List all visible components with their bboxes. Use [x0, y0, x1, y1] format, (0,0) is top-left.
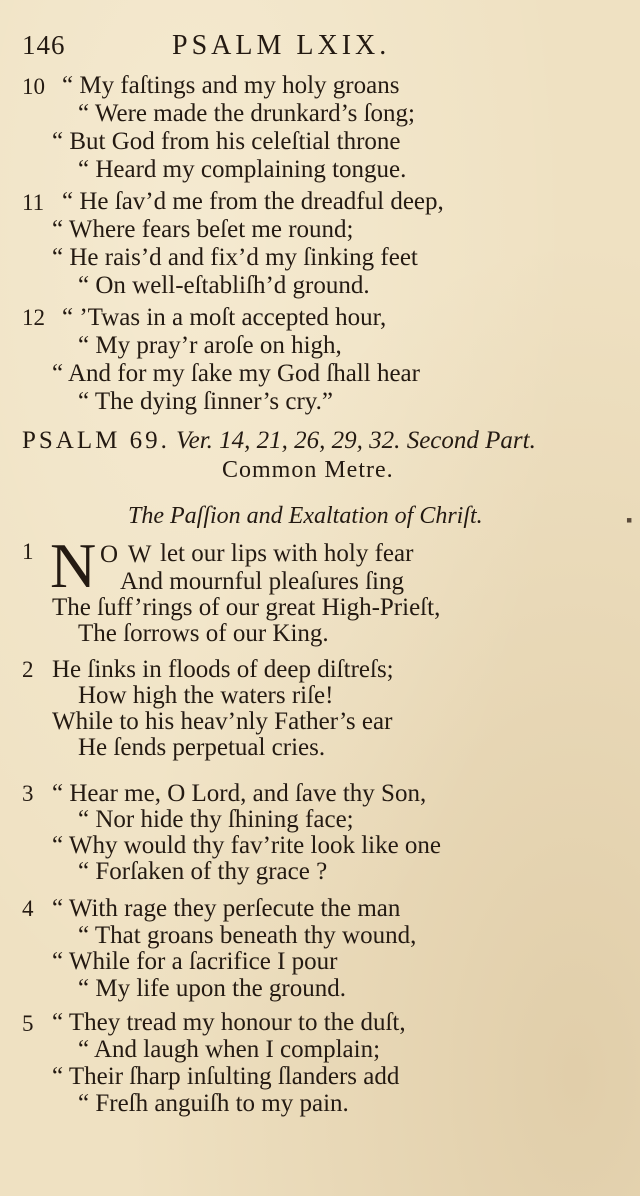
drop-cap: N [50, 530, 97, 601]
stanza-number: 3 [22, 781, 34, 806]
margin-mark: ▪ [626, 510, 633, 530]
verse-line: “ With rage they perſecute the man [52, 895, 401, 922]
verse-line: “ And for my ſake my God ſhall hear [52, 360, 420, 387]
verse-line: “ While for a ſacrifice I pour [52, 948, 338, 975]
verse-line: “ My pray’r aroſe on high, [78, 332, 342, 359]
verse-line: “ ’Twas in a moſt accepted hour, [62, 304, 387, 331]
verse-line: “ Hear me, O Lord, and ſave thy Son, [52, 780, 427, 807]
verse-line: “ That groans beneath thy wound, [78, 922, 417, 949]
verse-line: “ They tread my honour to the duſt, [52, 1009, 406, 1036]
verse-line: “ He ſav’d me from the dreadful deep, [62, 188, 444, 215]
verse-line: “ Heard my complaining tongue. [78, 156, 407, 183]
verse-line: “ Nor hide thy ſhining face; [78, 806, 354, 833]
section-heading [22, 427, 612, 455]
verse-line: “ The dying ſinner’s cry.” [78, 388, 334, 415]
metre-label: Common Metre. [222, 457, 394, 483]
verse-references: Ver. 14, 21, 26, 29, 32. [176, 427, 401, 454]
verse-line: The ſorrows of our King. [78, 620, 329, 647]
running-head: PSALM LXIX. [172, 30, 391, 61]
verse-line: “ But God from his celeſtial throne [52, 128, 401, 155]
verse-line: “ Forſaken of thy grace ? [78, 858, 328, 885]
verse-line: While to his heav’nly Father’s ear [52, 708, 393, 735]
stanza-number: 10 [22, 74, 45, 99]
verse-line: “ Where fears beſet me round; [52, 216, 354, 243]
stanza-number: 5 [22, 1011, 34, 1036]
verse-line: And mournful pleaſures ſing [120, 568, 404, 595]
verse-line: “ My faſtings and my holy groans [62, 72, 400, 99]
verse-line: He ſinks in floods of deep diſtreſs; [52, 656, 394, 683]
psalm-label: PSALM 69. [22, 427, 170, 454]
verse-line: “ Freſh anguiſh to my pain. [78, 1090, 349, 1117]
part-label: Second Part. [406, 427, 536, 454]
psalm-subtitle: The Paſſion and Exaltation of Chriſt. [128, 503, 483, 529]
stanza-number: 11 [22, 190, 45, 215]
verse-line: The ſuff’rings of our great High-Prieſt, [52, 594, 441, 621]
verse-line: let our lips with holy fear [160, 540, 414, 567]
verse-line: “ On well-eſtabliſh’d ground. [78, 272, 370, 299]
verse-line: “ Their ſharp inſulting ſlanders add [52, 1063, 400, 1090]
verse-line: “ My life upon the ground. [78, 975, 347, 1002]
verse-line: He ſends perpetual cries. [78, 734, 326, 761]
verse-line: “ Were made the drunkard’s ſong; [78, 100, 415, 127]
stanza-number: 12 [22, 305, 45, 330]
verse-line: “ Why would thy fav’rite look like one [52, 832, 442, 859]
page-header [22, 30, 462, 70]
stanza-number: 2 [22, 657, 34, 682]
verse-line: How high the waters riſe! [78, 682, 334, 709]
verse-line: “ He rais’d and fix’d my ſinking feet [52, 244, 418, 271]
stanza-number: 1 [22, 539, 34, 564]
drop-cap-rest: O W [100, 541, 154, 568]
page-number: 146 [22, 30, 66, 60]
verse-line: “ And laugh when I complain; [78, 1036, 381, 1063]
stanza-number: 4 [22, 896, 34, 921]
